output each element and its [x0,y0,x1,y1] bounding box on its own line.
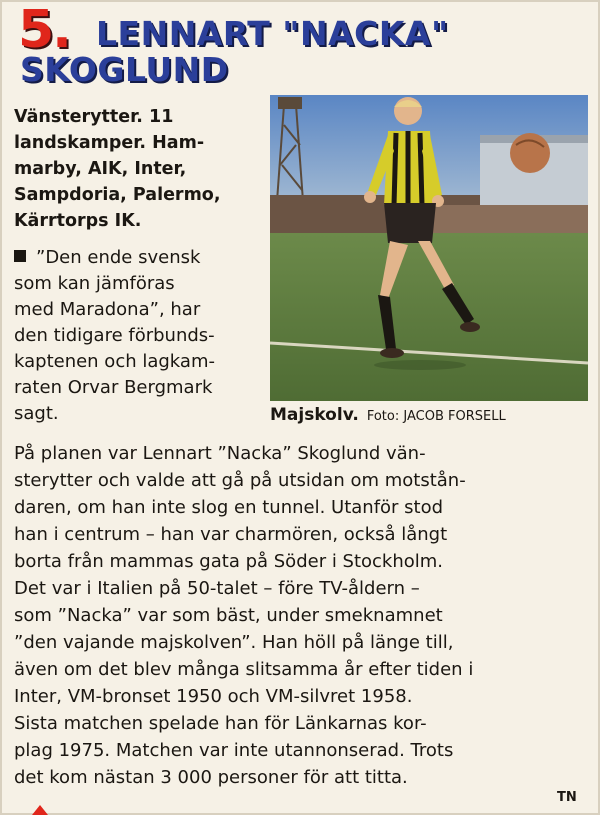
player-name-line-1: LENNART "NACKA" [96,14,449,53]
quote-block [14,245,270,427]
quote-line: kaptenen och lagkam- [14,351,215,372]
player-name-line-2: SKOGLUND [20,50,229,89]
body-line: det kom nästan 3 000 personer för att titta. [14,767,408,788]
body-line: ”den vajande majskolven”. Han höll på länge till, [14,632,454,653]
photo-caption [270,405,592,425]
quote-line: som kan jämföras [14,273,175,294]
career-summary-line: Vänsterytter. 11 [14,107,174,127]
body-line: borta från mammas gata på Söder i Stockholm. [14,551,444,572]
career-summary-line: marby, AIK, Inter, [14,159,187,179]
body-line: som ”Nacka” var som bäst, under smeknamnet [14,605,443,626]
body-line: Det var i Italien på 50-talet – före TV-åldern – [14,578,420,599]
quote-line: med Maradona”, har [14,299,201,320]
corner-marker-icon [32,805,48,815]
caption-title: Majskolv. [270,405,359,425]
quote-line: den tidigare förbunds- [14,325,215,346]
body-line: daren, om han inte slog en tunnel. Utanför stod [14,497,444,518]
rank-number: 5. [18,0,70,60]
bullet-square-icon [14,250,26,262]
career-summary [14,104,270,234]
article-body [14,440,590,791]
body-line: Sista matchen spelade han för Länkarnas kor- [14,713,427,734]
body-line: Inter, VM-bronset 1950 och VM-silvret 1958. [14,686,413,707]
body-line: På planen var Lennart ”Nacka” Skoglund vän- [14,443,426,464]
headline [8,0,598,100]
author-signature: TN [557,790,577,805]
body-line: plag 1975. Matchen var inte utannonserad. Trots [14,740,454,761]
body-line: sterytter och valde att gå på utsidan om motstån- [14,470,466,491]
photo-credit: Foto: JACOB FORSELL [366,409,506,424]
body-line: han i centrum – han var charmören, också långt [14,524,448,545]
body-line: även om det blev många slitsamma år efter tiden i [14,659,474,680]
career-summary-line: landskamper. Ham- [14,133,205,153]
player-photo [270,95,588,401]
career-summary-line: Kärrtorps IK. [14,211,142,231]
quote-line: sagt. [14,403,59,424]
quote-line: raten Orvar Bergmark [14,377,213,398]
career-summary-line: Sampdoria, Palermo, [14,185,221,205]
quote-line: ”Den ende svensk [14,245,270,271]
